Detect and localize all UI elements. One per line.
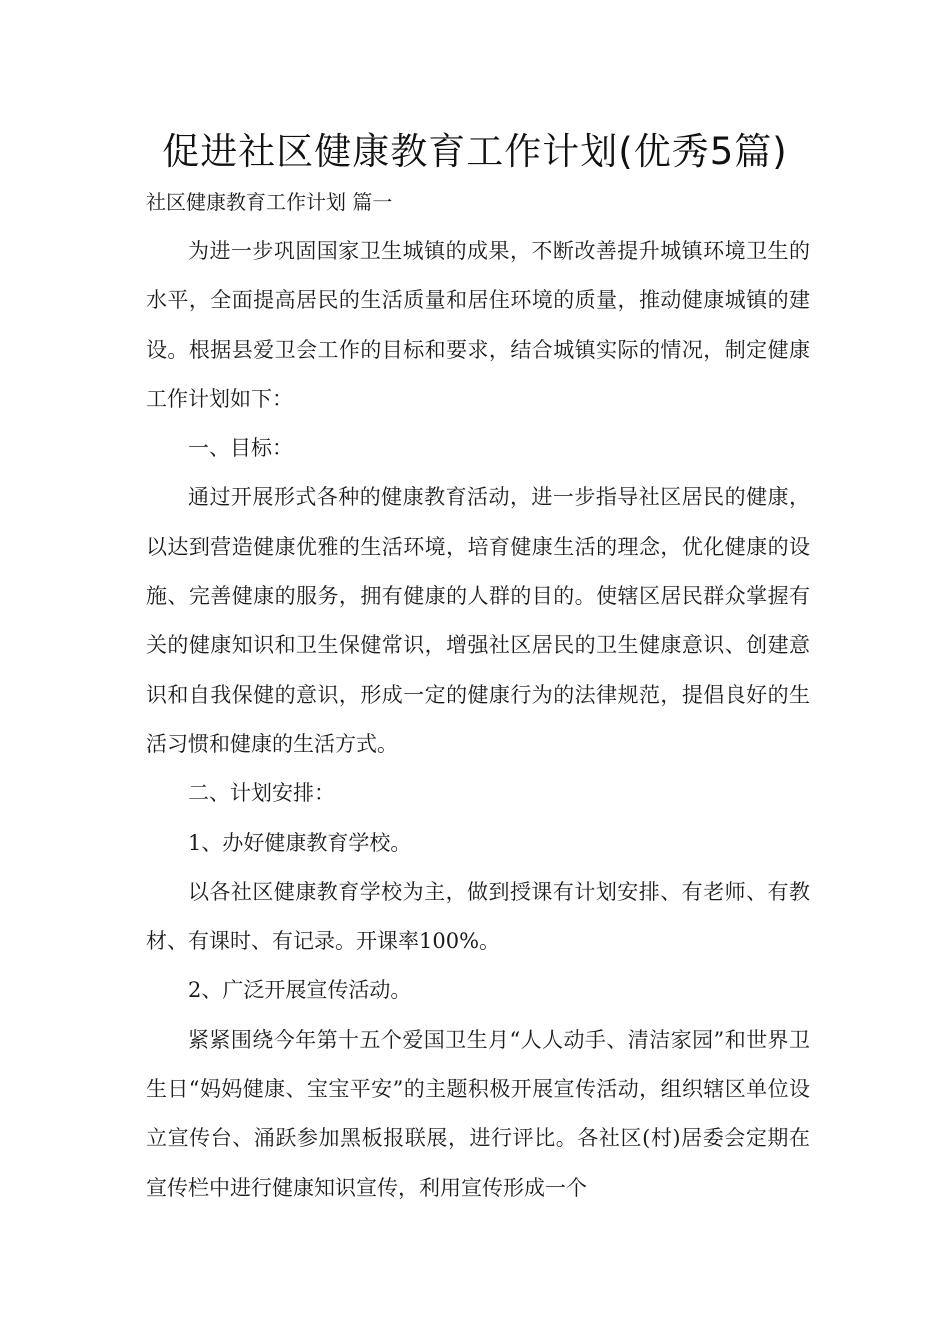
document-body <box>146 227 810 1213</box>
paragraph: 紧紧围绕今年第十五个爱国卫生月“人人动手、清洁家园”和世界卫生日“妈妈健康、宝宝平安”的主题积极开展宣传活动，组织辖区单位设立宣传台、涌跃参加黑板报联展，进行评比。各社区(村)居委会定期在宣传栏中进行健康知识宣传，利用宣传形成一个 <box>146 1027 810 1200</box>
paragraph: 通过开展形式各种的健康教育活动，进一步指导社区居民的健康，以达到营造健康优雅的生活环境，培育健康生活的理念，优化健康的设施、完善健康的服务，拥有健康的人群的目的。使辖区居民群众掌握有关的健康知识和卫生保健常识，增强社区居民的卫生健康意识、创建意识和自我保健的意识，形成一定的健康行为的法律规范，提倡良好的生活习惯和健康的生活方式。 <box>146 485 810 756</box>
page-title: 促进社区健康教育工作计划(优秀5篇) <box>162 130 788 173</box>
paragraph: 1、办好健康教育学校。 <box>188 830 412 855</box>
paragraph: 2、广泛开展宣传活动。 <box>188 978 412 1003</box>
paragraph: 一、目标： <box>188 436 293 461</box>
section-heading: 社区健康教育工作计划 篇一 <box>146 190 393 214</box>
paragraph: 为进一步巩固国家卫生城镇的成果，不断改善提升城镇环境卫生的水平，全面提高居民的生活质量和居住环境的质量，推动健康城镇的建设。根据县爱卫会工作的目标和要求，结合城镇实际的情况，制定健康工作计划如下： <box>146 239 810 411</box>
paragraph: 二、计划安排： <box>188 781 335 806</box>
paragraph: 以各社区健康教育学校为主，做到授课有计划安排、有老师、有教材、有课时、有记录。开课率100%。 <box>146 879 810 954</box>
